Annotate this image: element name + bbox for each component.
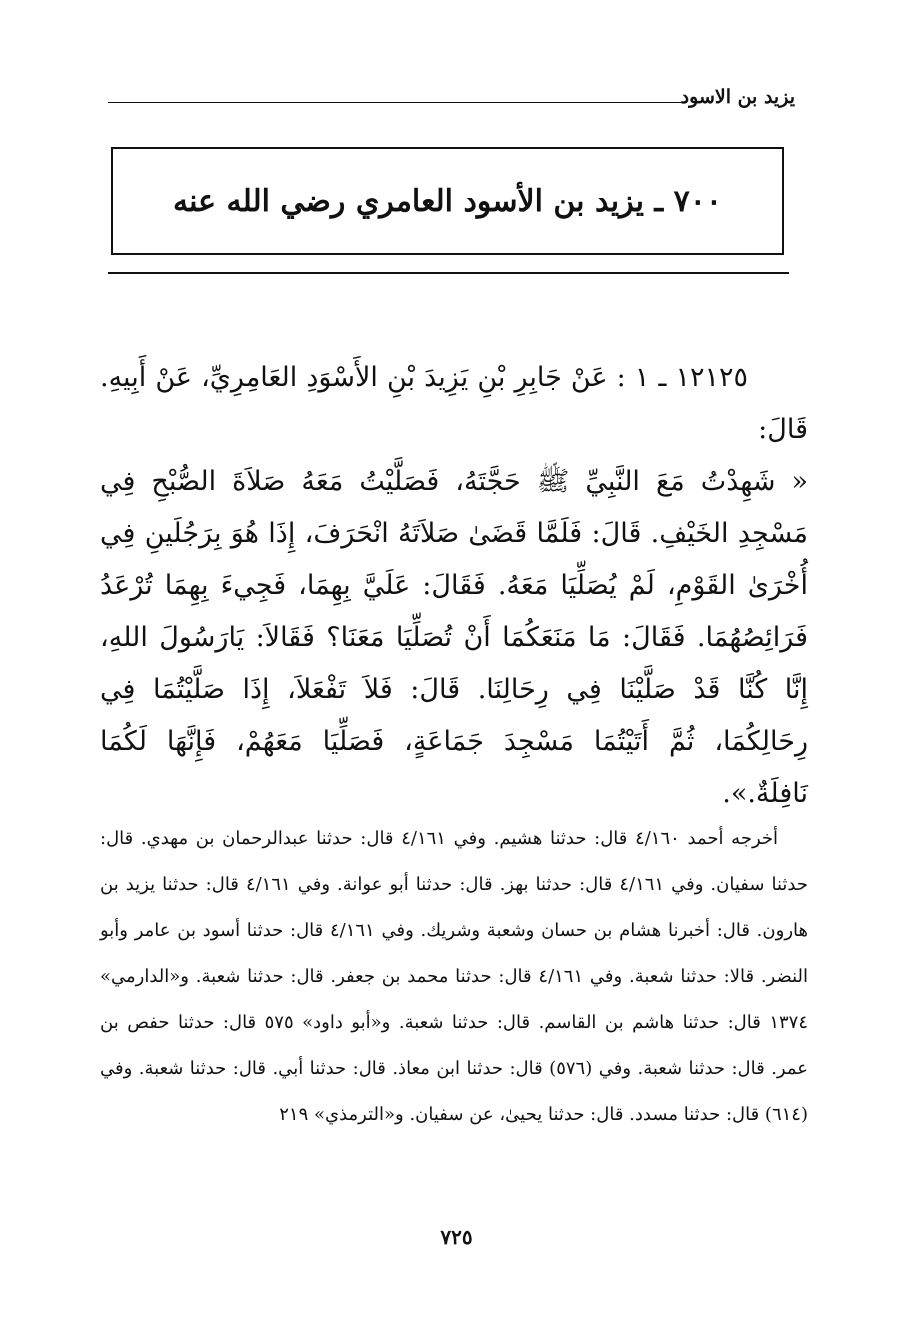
chapter-title-box [111,147,784,255]
running-title: يزيد بن الاسود [680,86,795,108]
chapter-title: ٧٠٠ ـ يزيد بن الأسود العامري رضي الله عنه [173,183,722,219]
takhrij-notes [100,816,808,1138]
hadith-matn: « شَهِدْتُ مَعَ النَّبِيِّ ﷺ حَجَّتَهُ، فَصَلَّيْتُ مَعَهُ صَلاَةَ الصُّبْحِ فِي مَسْجِدِ الخَيْفِ. قَالَ: فَلَمَّا قَضَىٰ صَلاَتَهُ انْحَرَفَ، إِذَا هُوَ بِرَجُلَينِ فِي أُخْرَىٰ القَوْمِ، لَمْ يُصَلِّيَا مَعَهُ. فَقَالَ: عَلَيَّ بِهِمَا، فَجِيءَ بِهِمَا تُرْعَدُ فَرَائِصُهُمَا. فَقَالَ: مَا مَنَعَكُمَا أَنْ تُصَلِّيَا مَعَنَا؟ فَقَالاَ: يَارَسُولَ اللهِ، إِنَّا كُنَّا قَدْ صَلَّيْنَا فِي رِحَالِنَا. قَالَ: فَلاَ تَفْعَلاَ، إِذَا صَلَّيْتُمَا فِي رِحَالِكُمَا، ثُمَّ أَتَيْتُمَا مَسْجِدَ جَمَاعَةٍ، فَصَلِّيَا مَعَهُمْ، فَإِنَّهَا لَكُمَا نَافِلَةٌ.». [100,466,808,809]
page-number: ٧٢٥ [440,1225,473,1249]
running-header [108,86,795,116]
hadith-isnad: ١٢١٢٥ ـ ١ : عَنْ جَابِرِ بْنِ يَزِيدَ بْنِ الأَسْوَدِ العَامِرِيِّ، عَنْ أَبِيهِ. قَالَ: [100,362,808,445]
title-divider [108,272,789,274]
header-rule [108,102,687,103]
takhrij-text: أخرجه أحمد ٤/١٦٠ قال: حدثنا هشيم. وفي ٤/١٦١ قال: حدثنا عبدالرحمان بن مهدي. قال: حدثنا سفيان. وفي ٤/١٦١ قال: حدثنا بهز. قال: حدثنا أبو عوانة. وفي ٤/١٦١ قال: حدثنا يزيد بن هارون. قال: أخبرنا هشام بن حسان وشعبة وشريك. وفي ٤/١٦١ قال: حدثنا أسود بن عامر وأبو النضر. قالا: حدثنا شعبة. وفي ٤/١٦١ قال: حدثنا محمد بن جعفر. قال: حدثنا شعبة. و«الدارمي» ١٣٧٤ قال: حدثنا هاشم بن القاسم. قال: حدثنا شعبة. و«أبو داود» ٥٧٥ قال: حدثنا حفص بن عمر. قال: حدثنا شعبة. وفي (٥٧٦) قال: حدثنا ابن معاذ. قال: حدثنا أبي. قال: حدثنا شعبة. وفي (٦١٤) قال: حدثنا مسدد. قال: حدثنا يحيىٰ، عن سفيان. و«الترمذي» ٢١٩ [100,828,809,1125]
hadith-body [100,352,808,820]
